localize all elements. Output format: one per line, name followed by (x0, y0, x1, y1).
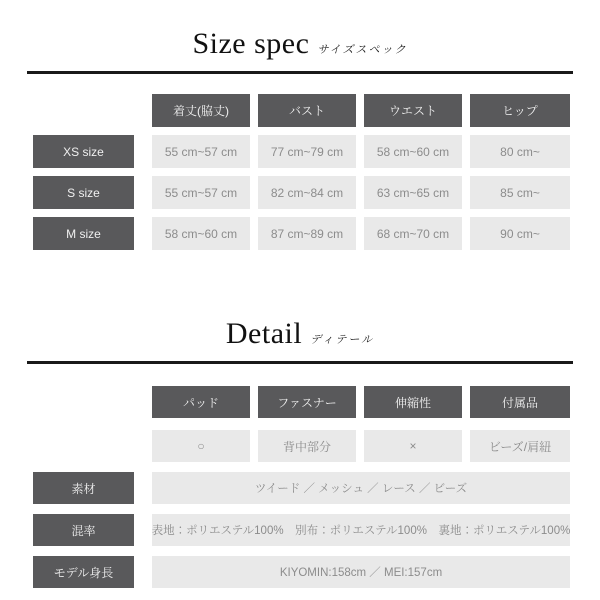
size-value-cell: 82 cm~84 cm (258, 176, 356, 209)
size-spec-title-ja: サイズスペック (317, 44, 408, 56)
detail-row-model-height (33, 556, 600, 588)
detail-value-fastener: 背中部分 (258, 430, 356, 462)
size-spec-title-en: Size spec (192, 27, 310, 60)
size-value-cell: 58 cm~60 cm (152, 217, 250, 250)
size-row-s (33, 176, 600, 209)
detail-header-row (33, 386, 600, 418)
header-spacer (33, 94, 152, 127)
model-height-value: KIYOMIN:158cm ／ MEI:157cm (152, 556, 570, 588)
col-header-fastener: ファスナー (258, 386, 356, 418)
size-value-cell: 55 cm~57 cm (152, 135, 250, 168)
size-spec-table (33, 94, 600, 250)
col-header-length: 着丈(脇丈) (152, 94, 250, 127)
detail-divider (27, 361, 573, 364)
row-label: XS size (33, 135, 134, 168)
size-value-cell: 87 cm~89 cm (258, 217, 356, 250)
size-value-cell: 63 cm~65 cm (364, 176, 462, 209)
col-header-accessory: 付属品 (470, 386, 570, 418)
size-row-xs (33, 135, 600, 168)
detail-value-stretch: × (364, 430, 462, 462)
col-header-waist: ウエスト (364, 94, 462, 127)
row-label: 素材 (33, 472, 134, 504)
size-value-cell: 77 cm~79 cm (258, 135, 356, 168)
col-header-hip: ヒップ (470, 94, 570, 127)
detail-title (0, 258, 600, 358)
material-value: ツイード ／ メッシュ ／ レース ／ ビーズ (152, 472, 570, 504)
size-value-cell: 80 cm~ (470, 135, 570, 168)
detail-row-material (33, 472, 600, 504)
col-header-pad: パッド (152, 386, 250, 418)
col-header-bust: バスト (258, 94, 356, 127)
composition-value: 表地：ポリエステル100% 別布：ポリエステル100% 裏地：ポリエステル100% (152, 514, 570, 546)
detail-values-row (33, 430, 600, 462)
detail-value-accessory: ビーズ/肩紐 (470, 430, 570, 462)
size-value-cell: 58 cm~60 cm (364, 135, 462, 168)
detail-title-en: Detail (225, 317, 303, 350)
size-value-cell: 68 cm~70 cm (364, 217, 462, 250)
size-spec-title (0, 0, 600, 68)
detail-table (33, 386, 600, 588)
row-label: 混率 (33, 514, 134, 546)
size-row-m (33, 217, 600, 250)
size-value-cell: 90 cm~ (470, 217, 570, 250)
size-value-cell: 55 cm~57 cm (152, 176, 250, 209)
row-spacer (33, 430, 152, 462)
row-label: M size (33, 217, 134, 250)
detail-title-ja: ディテール (310, 334, 375, 346)
header-spacer (33, 386, 152, 418)
size-spec-divider (27, 71, 573, 74)
detail-value-pad: ○ (152, 430, 250, 462)
row-label: モデル身長 (33, 556, 134, 588)
row-label: S size (33, 176, 134, 209)
col-header-stretch: 伸縮性 (364, 386, 462, 418)
detail-row-composition (33, 514, 600, 546)
size-value-cell: 85 cm~ (470, 176, 570, 209)
size-header-row (33, 94, 600, 127)
